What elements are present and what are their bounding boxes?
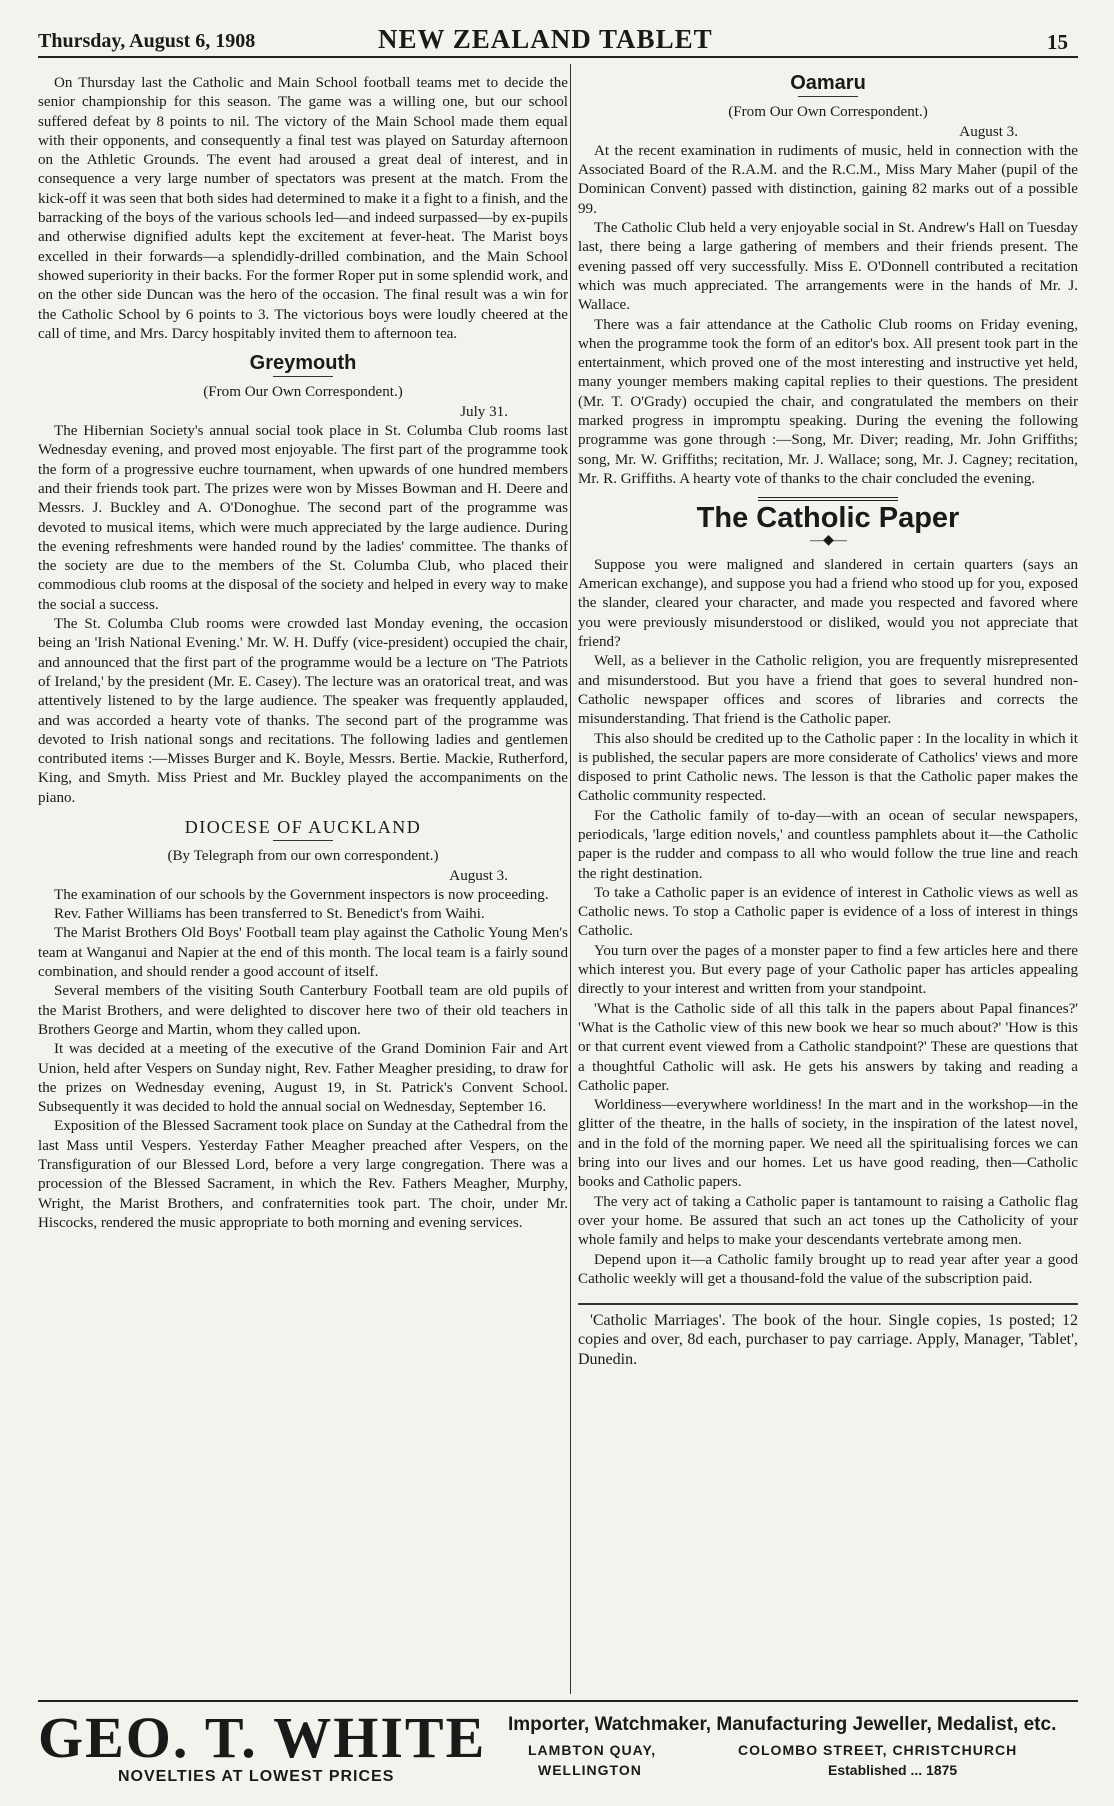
greymouth-paragraph: The Hibernian Society's annual social took place in St. Columba Club rooms last Wednesday evening, and proved most enjoyable. The first part of the programme took the form of a progressive euchre tournament, when upwards of one hundred members and their friends took part. The prizes were won by Misses Bowman and H. Deere and Messrs. J. Buckley and A. O'Donoghue. The second part of the programme was devoted to musical items, which were much appreciated by the large audience. During the evening refreshments were handed round by the ladies' committee. The thanks of the society are due to the members of the St. Columba Club, who placed their commodious club rooms at the disposal of the society and helped in every way to make the social a success. <box>38 423 568 613</box>
notice-text: 'Catholic Marriages'. The book of the hour. Single copies, 1s posted; 12 copies and over, 8d each, purchaser to pay carriage. Apply, Manager, 'Tablet', Dunedin. <box>578 1312 1078 1368</box>
newspaper-title: NEW ZEALAND TABLET <box>378 24 713 54</box>
greymouth-byline: (From Our Own Correspondent.) <box>203 384 403 401</box>
auckland-paragraph: Several members of the visiting South Canterbury Football team are old pupils of the Marist Brothers, and were delighted to discover here two of their old teachers in Brothers George and Martin, whom they called upon. <box>38 983 568 1038</box>
oamaru-heading: Oamaru <box>790 72 866 94</box>
paper-paragraph: This also should be credited up to the Catholic paper : In the locality in which it is published, the secular papers are more considerate of Catholics' views and more disposed to print Catholic news. The lesson is that the Catholic paper makes the Catholic community respected. <box>578 730 1078 805</box>
section-rule <box>798 96 858 97</box>
paper-paragraph: For the Catholic family of to-day—with an ocean of secular newspapers, periodicals, 'large edition novels,' and countless pamphlets about it—the Catholic paper is the rudder and compass to all who would follow the true line and reach the right destination. <box>578 807 1078 882</box>
header-rule <box>38 56 1078 58</box>
advertiser-name: GEO. T. WHITE <box>38 1705 487 1770</box>
column-divider <box>570 64 571 1694</box>
paper-paragraph: Worldiness—everywhere worldiness! In the mart and in the workshop—in the glitter of the theatre, in the halls of society, in the inspiration of the latest novel, and in the fold of the morning paper. We need all the spiritualising forces we can bring into our lives and our homes. Let us have good reading, then—Catholic books and Catholic papers. <box>578 1097 1078 1191</box>
auckland-paragraph: The Marist Brothers Old Boys' Football team play against the Catholic Young Men's team at Wanganui and Napier at the end of this month. The local team is a fairly sound combination, and should render a good account of itself. <box>38 925 568 981</box>
advertiser-description: Importer, Watchmaker, Manufacturing Jeweller, Medalist, etc. <box>508 1714 1057 1735</box>
football-article: On Thursday last the Catholic and Main School football teams met to decide the senior championship for this season. The game was a willing one, but our school suffered defeat by 8 points to nil. The victory of the Main School made them equal with their opponents, and consequently a final test was played on Saturday afternoon on the Athletic Grounds. The event had aroused a great deal of interest, and in consequence a very large number of spectators was present at the match. From the kick-off it was seen that both sides had determined to make it a fight to a finish, and the barracking of the boys of the various schools led—and indeed surpassed—by ex-pupils and otherwise dignified adults kept the excitement at fever-heat. The Marist boys excelled in their forwards—a splendidly-drilled combination, and the Main School showed superiority in their backs. For the former Roper put in some splendid work, and on the other side Duncan was the hero of the occasion. The final result was a win for the Catholic School by 6 points to 3. The victorious boys were loudly cheered at the call of time, and Mrs. Darcy hospitably invited them to afternoon tea. <box>38 75 568 342</box>
auckland-byline: (By Telegraph from our own correspondent.) <box>167 848 439 865</box>
address-city: WELLINGTON <box>538 1762 642 1778</box>
address-colombo: COLOMBO STREET, CHRISTCHURCH <box>738 1742 1018 1758</box>
oamaru-paragraph: At the recent examination in rudiments of music, held in connection with the Associated Board of the R.A.M. and the R.C.M., Miss Mary Maher (pupil of the Dominican Convent) passed with distinction, gaining 82 marks out of a possible 99. <box>578 142 1078 217</box>
paper-paragraph: Depend upon it—a Catholic family brought up to read year after year a good Catholic weekly will get a thousand-fold the value of the subscription paid. <box>578 1251 1078 1287</box>
paper-paragraph: You turn over the pages of a monster paper to find a few articles here and there which interest you. But every page of your Catholic paper has articles appealing directly to your interest and written from your standpoint. <box>578 942 1078 998</box>
right-column <box>578 74 1078 1369</box>
oamaru-paragraph: The Catholic Club held a very enjoyable social in St. Andrew's Hall on Tuesday last, there being a large gathering of members and their friends present. The evening passed off very successfully. Miss E. O'Donnell contributed a recitation which was much appreciated. The arrangements were in the hands of Mr. J. Wallace. <box>578 220 1078 314</box>
section-rule <box>273 840 333 841</box>
section-double-rule <box>758 497 898 501</box>
issue-date: Thursday, August 6, 1908 <box>38 30 256 52</box>
advertiser-tagline: NOVELTIES AT LOWEST PRICES <box>118 1768 395 1785</box>
greymouth-paragraph: The St. Columba Club rooms were crowded last Monday evening, the occasion being an 'Irish National Evening.' Mr. W. H. Duffy (vice-president) occupied the chair, and announced that the first part of the programme would be a lecture on 'The Patriots of Ireland,' by the president (Mr. E. Casey). The lecture was an oratorical treat, and was attentively listened to by the large audience. The speaker was frequently applauded, and was accorded a hearty vote of thanks. The second part of the programme was devoted to Irish national songs and recitations. The following ladies and gentlemen contributed items :—Misses Burger and K. Boyle, Messrs. Bertie. Mackie, Rutherford, King, and Smyth. Miss Priest and Mr. Buckley played the accompaniments on the piano. <box>38 616 568 806</box>
greymouth-heading: Greymouth <box>249 352 357 375</box>
advertisement-footer <box>38 1706 1078 1796</box>
page-header <box>38 24 1078 54</box>
footer-rule <box>38 1700 1078 1702</box>
auckland-date: August 3. <box>449 867 508 884</box>
paper-paragraph: 'What is the Catholic side of all this talk in the papers about Papal finances?' 'What is the Catholic view of this new book we hear so much about?' 'How is this or that current event viewed from a Catholic standpoint?' These are questions that a thoughtful Catholic will ask. He gets his answers by taking and reading a Catholic paper. <box>578 1000 1078 1094</box>
paper-paragraph: The very act of taking a Catholic paper is tantamount to raising a Catholic flag over your home. Be assured that such an act tones up the Catholicity of your whole family and helps to make your descendants vertebrate among men. <box>578 1193 1078 1249</box>
section-rule <box>273 376 333 377</box>
paper-paragraph: Well, as a believer in the Catholic religion, you are frequently misrepresented and misunderstood. But you have a friend that goes to several hundred non-Catholic newspaper offices and scores of libraries and corrects the misunderstanding. That friend is the Catholic paper. <box>578 653 1078 728</box>
page-number: 15 <box>1047 30 1068 54</box>
auckland-paragraph: Rev. Father Williams has been transferred to St. Benedict's from Waihi. <box>54 906 485 923</box>
greymouth-date: July 31. <box>460 403 508 420</box>
oamaru-date: August 3. <box>959 123 1018 140</box>
established-year: Established ... 1875 <box>828 1762 958 1778</box>
auckland-paragraph: The examination of our schools by the Government inspectors is now proceeding. <box>54 886 549 903</box>
oamaru-paragraph: There was a fair attendance at the Catholic Club rooms on Friday evening, when the programme took the form of an editor's box. All present took part in the entertainment, which proved one of the most interesting and instructive yet held, many younger members making capital replies to their questions. The president (Mr. T. O'Grady) occupied the chair, and congratulated the members on their marked progress in impromptu speaking. During the evening the following programme was gone through :—Song, Mr. Diver; reading, Mr. John Griffiths; song, Mr. W. Griffiths; recitation, Mr. J. Wallace; song, Mr. J. Cagney; recitation, Mr. R. Griffiths. A hearty vote of thanks to the chair concluded the evening. <box>578 316 1078 487</box>
paper-paragraph: Suppose you were maligned and slandered in certain quarters (says an American exchange), and suppose you had a friend who stood up for you, exposed the slander, cleared your character, and made you respected and favored where you were previously misunderstood or disliked, would you not appreciate that friend? <box>578 556 1078 651</box>
oamaru-byline: (From Our Own Correspondent.) <box>728 104 928 121</box>
catholic-paper-heading: The Catholic Paper <box>696 502 960 535</box>
left-column <box>38 74 568 1233</box>
paper-paragraph: To take a Catholic paper is an evidence of interest in Catholic views as well as Catholic news. To stop a Catholic paper is evidence of a loss of interest in things Catholic. <box>578 884 1078 940</box>
marriages-notice <box>578 1303 1078 1369</box>
auckland-paragraph: It was decided at a meeting of the executive of the Grand Dominion Fair and Art Union, held after Vespers on Sunday night, Rev. Father Meagher presiding, to draw for the prizes on Wednesday evening, August 19, in St. Patrick's Convent School. Subsequently it was decided to hold the annual social on Wednesday, September 16. <box>38 1041 568 1116</box>
auckland-heading: DIOCESE OF AUCKLAND <box>184 816 422 837</box>
address-lambton: LAMBTON QUAY, <box>528 1742 657 1758</box>
ornament-divider: —◆— <box>810 532 846 548</box>
auckland-paragraph: Exposition of the Blessed Sacrament took place on Sunday at the Cathedral from the last Mass until Vespers. Yesterday Father Meagher preached after Vespers, on the Transfiguration of our Blessed Lord, before a very large congregation. There was a procession of the Blessed Sacrament, in which the Rev. Fathers Meagher, Murphy, Wright, the Marist Brothers, and confraternities took part. The choir, under Mr. Hiscocks, rendered the music appropriate to both morning and evening services. <box>38 1118 568 1231</box>
